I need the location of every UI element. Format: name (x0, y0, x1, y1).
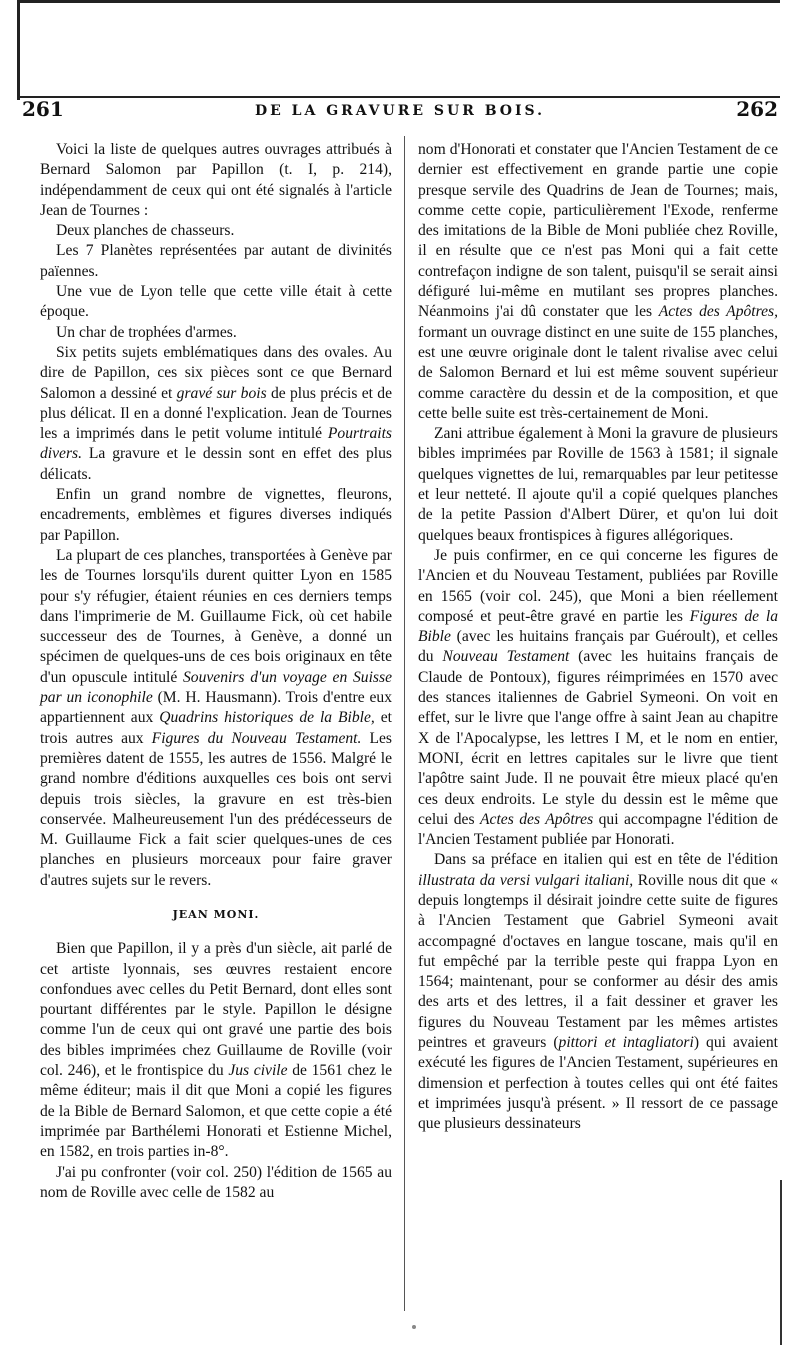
paragraph: Deux planches de chasseurs. (56, 222, 235, 240)
column-divider (404, 136, 405, 1311)
paragraph: La plupart de ces planches, transportées à Genève par les de Tournes lorsqu'ils durent quitter Lyon en 1585 pour s'y réfugier, étaient réunies en ces derniers temps dans l'imprimerie de M. Guillaume Fick, où cet habile successeur des de Tournes, à Genève, a donné un spécimen de quelques-uns de ces bois originaux en tête d'un opuscule intitulé Souvenirs d'un voyage en Suisse par un iconophile (M. H. Hausmann). Trois d'entre eux appartiennent aux Quadrins historiques de la Bible, et trois autres aux Figures du Nouveau Testament. Les premières datent de 1555, les autres de 1556. Malgré le grand nombre d'éditions auxquelles ces bois ont servi depuis trois siècles, la gravure en est très-bien conservée. Malheureusement l'un des prédécesseurs de M. Guillaume Fick a fait scier quelques-unes de ces planches en plusieurs morceaux pour faire graver d'autres sujets sur le revers. (40, 546, 393, 889)
paragraph: Enfin un grand nombre de vignettes, fleurons, encadrements, emblèmes et figures diverses indiqués par Papillon. (40, 486, 392, 544)
right-column (418, 140, 778, 1135)
page-number-right: 262 (736, 97, 778, 121)
paragraph: Zani attribue également à Moni la gravure de plusieurs bibles imprimées par Roville de 1563 à 1581; il signale quelques vignettes de lui, remarquables par leur petitesse et leur netteté. Il ajoute qu'il a copié quelques planches de la petite Passion d'Albert Dürer, et qu'on lui doit quelques beaux frontispices à figures allégoriques. (418, 425, 778, 544)
left-column (40, 140, 392, 1203)
header-rule (20, 96, 780, 98)
paragraph: Dans sa préface en italien qui est en tête de l'édition illustrata da versi vulgari italiani, Roville nous dit que « depuis longtemps il désirait joindre cette suite de figures à l'Ancien Testament que Gabriel Symeoni avait accompagné d'octaves en langue toscane, mais qu'il en fut empêché par la terrible peste qui frappa Lyon en 1564; maintenant, pour se conformer au désir des amis des arts et des lettres, il a fait dessiner et graver les figures du Nouveau Testament par les mêmes artistes peintres et graveurs (pittori et intagliatori) qui avaient exécuté les figures de l'Ancien Testament, supérieures en dimension et perfection à toutes celles qui ont été faites et imprimées jusqu'à présent. » Il ressort de ce passage que plusieurs dessinateurs (418, 851, 779, 1133)
section-heading: JEAN MONI. (172, 907, 260, 921)
paragraph: Les 7 Planètes représentées par autant de divinités païennes. (40, 242, 392, 280)
right-edge-line (780, 1180, 782, 1345)
paragraph: Une vue de Lyon telle que cette ville était à cette époque. (40, 283, 392, 321)
top-frame-line (20, 0, 780, 3)
printer-dot (412, 1325, 416, 1329)
paragraph: Voici la liste de quelques autres ouvrages attribués à Bernard Salomon par Papillon (t. I, p. 214), indépendamment de ceux qui ont été signalés à l'article Jean de Tournes : (40, 141, 392, 219)
paragraph: Six petits sujets emblématiques dans des ovales. Au dire de Papillon, ces six pièces sont ce que Bernard Salomon a dessiné et gravé sur bois de plus précis et de plus délicat. Il en a donné l'explication. Jean de Tournes les a imprimés dans le petit volume intitulé Pourtraits divers. La gravure et le dessin sont en effet des plus délicats. (40, 343, 392, 483)
paragraph: Un char de trophées d'armes. (56, 323, 237, 341)
page-number-left: 261 (22, 97, 64, 121)
paragraph: Bien que Papillon, il y a près d'un siècle, ait parlé de cet artiste lyonnais, ses œuvres restaient encore confondues avec celles du Petit Bernard, dont elles sont pourtant différentes par le style. Papillon le désigne comme l'un de ceux qui ont gravé une partie des bois des bibles imprimées chez Guillaume de Roville (voir col. 246), et le frontispice du Jus civile de 1561 chez le même éditeur; mais il dit que Moni a copié les figures de la Bible de Bernard Salomon, et que cette copie a été imprimée par Barthélemi Honorati et Estienne Michel, en 1582, en trois parties in-8°. (40, 940, 392, 1161)
paragraph: J'ai pu confronter (voir col. 250) l'édition de 1565 au nom de Roville avec celle de 1582 au (40, 1163, 392, 1201)
paragraph: nom d'Honorati et constater que l'Ancien Testament de ce dernier est effectivement en grande partie une copie presque servile des Quadrins de Jean de Tournes; mais, comme cette copie, particulièrement l'Exode, renferme des imitations de la Bible de Moni publiée chez Roville, il en résulte que ce n'est pas Moni qui a fait cette contrefaçon indigne de son talent, puisqu'il se serait ainsi défiguré lui-même en mutilant ses propres planches. Néanmoins j'ai dû constater que les Actes des Apôtres, formant un ouvrage distinct en une suite de 155 planches, est une œuvre originale dont le talent rivalise avec celui de Salomon Bernard et lui est même souvent supérieur comme caractère du dessin et de la composition, et que cette belle suite est très-certainement de Moni. (418, 141, 778, 422)
left-frame-line (17, 0, 20, 100)
running-title: DE LA GRAVURE SUR BOIS. (254, 103, 546, 119)
paragraph: Je puis confirmer, en ce qui concerne les figures de l'Ancien et du Nouveau Testament, publiées par Roville en 1565 (voir col. 245), que Moni a bien réellement composé et peut-être gravé en partie les Figures de la Bible (avec les huitains français par Guéroult), et celles du Nouveau Testament (avec les huitains français de Claude de Pontoux), figures réimprimées en 1570 avec des stances italiennes de Gabriel Symeoni. On voit en effet, sur le livre que l'ange offre à saint Jean au chapitre X de l'Apocalypse, les lettres I M, et le nom en entier, MONI, écrit en lettres capitales sur le livre que tient l'apôtre saint Jude. Il ne pouvait être mieux placé qu'en ces deux endroits. Le style du dessin est le même que celui des Actes des Apôtres qui accompagne l'édition de l'Ancien Testament publiée par Honorati. (418, 546, 778, 849)
